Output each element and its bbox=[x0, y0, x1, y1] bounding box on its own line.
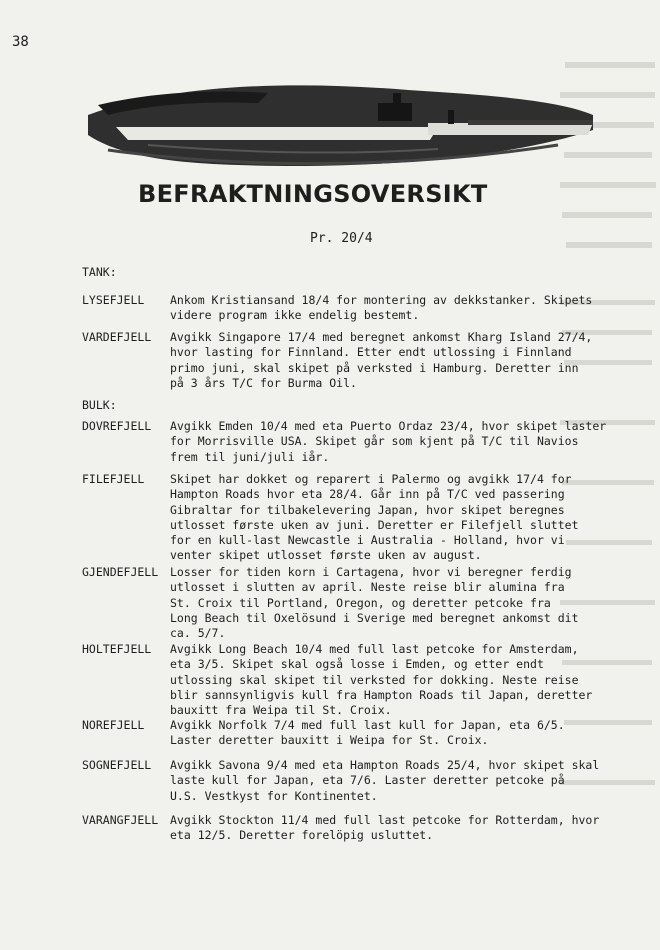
ship-name: VARDEFJELL bbox=[82, 330, 152, 344]
ship-name: SOGNEFJELL bbox=[82, 758, 152, 772]
ship-status: Avgikk Savona 9/4 med eta Hampton Roads 25/4, hvor skipet skal laste kull for Japan, eta 7/6. Laster deretter petcoke på U.S. Vestkyst for Kontinentet. bbox=[170, 758, 600, 803]
page-title: BEFRAKTNINGSOVERSIKT bbox=[138, 180, 488, 208]
ship-name: VARANGFJELL bbox=[82, 813, 159, 827]
section-label-tank: TANK: bbox=[82, 265, 117, 279]
ship-status: Avgikk Stockton 11/4 med full last petcoke for Rotterdam, hvor eta 12/5. Deretter forelöpig usluttet. bbox=[170, 813, 600, 843]
ship-status: Skipet har dokket og reparert i Palermo og avgikk 17/4 for Hampton Roads hvor eta 28/4. Går inn på T/C ved passering Gibraltar for tilbakelevering Japan, hvor skipet beregnes utlosset første uken av juni. Deretter er Filefjell sluttet for en kull-last Newcastle i Australia - Holland, hvor vi venter skipet utlosset første uken av august. bbox=[170, 472, 579, 563]
ship-name: HOLTEFJELL bbox=[82, 642, 152, 656]
ship-name: GJENDEFJELL bbox=[82, 565, 159, 579]
section-label-bulk: BULK: bbox=[82, 398, 117, 412]
ship-status: Losser for tiden korn i Cartagena, hvor vi beregner ferdig utlosset i slutten av april. Neste reise blir alumina fra St. Croix til Portland, Oregon, og deretter petcoke fra Long Beach til Oxelösund i Sverige med beregnet ankomst dit ca. 5/7. bbox=[170, 565, 579, 641]
ship-status: Avgikk Emden 10/4 med eta Puerto Ordaz 23/4, hvor skipet laster for Morrisville USA. Skipet går som kjent på T/C til Navios frem til juni/juli iår. bbox=[170, 419, 607, 464]
ship-status: Avgikk Singapore 17/4 med beregnet ankomst Kharg Island 27/4, hvor lasting for Finnland. Etter endt utlossing i Finnland primo juni, skal skipet på verksted i Hamburg. Deretter inn på 3 års T/C for Burma Oil. bbox=[170, 330, 593, 390]
ship-name: NOREFJELL bbox=[82, 718, 145, 732]
ship-name: DOVREFJELL bbox=[82, 419, 152, 433]
page-number: 38 bbox=[12, 34, 29, 50]
ship-status: Ankom Kristiansand 18/4 for montering av dekkstanker. Skipets videre program ikke endelig bestemt. bbox=[170, 293, 593, 323]
report-date: Pr. 20/4 bbox=[310, 231, 373, 246]
ship-status: Avgikk Long Beach 10/4 med full last petcoke for Amsterdam, eta 3/5. Skipet skal også losse i Emden, og etter endt utlossing skal skipet til verksted for dokking. Neste reise blir sannsynligvis kull fra Hampton Roads til Japan, deretter bauxitt fra Weipa til St. Croix. bbox=[170, 642, 593, 718]
ship-name: LYSEFJELL bbox=[82, 293, 145, 307]
ship-status: Avgikk Norfolk 7/4 med full last kull for Japan, eta 6/5. Laster deretter bauxitt i Weipa for St. Croix. bbox=[170, 718, 565, 748]
ship-name: FILEFJELL bbox=[82, 472, 145, 486]
ship-illustration bbox=[88, 75, 598, 175]
